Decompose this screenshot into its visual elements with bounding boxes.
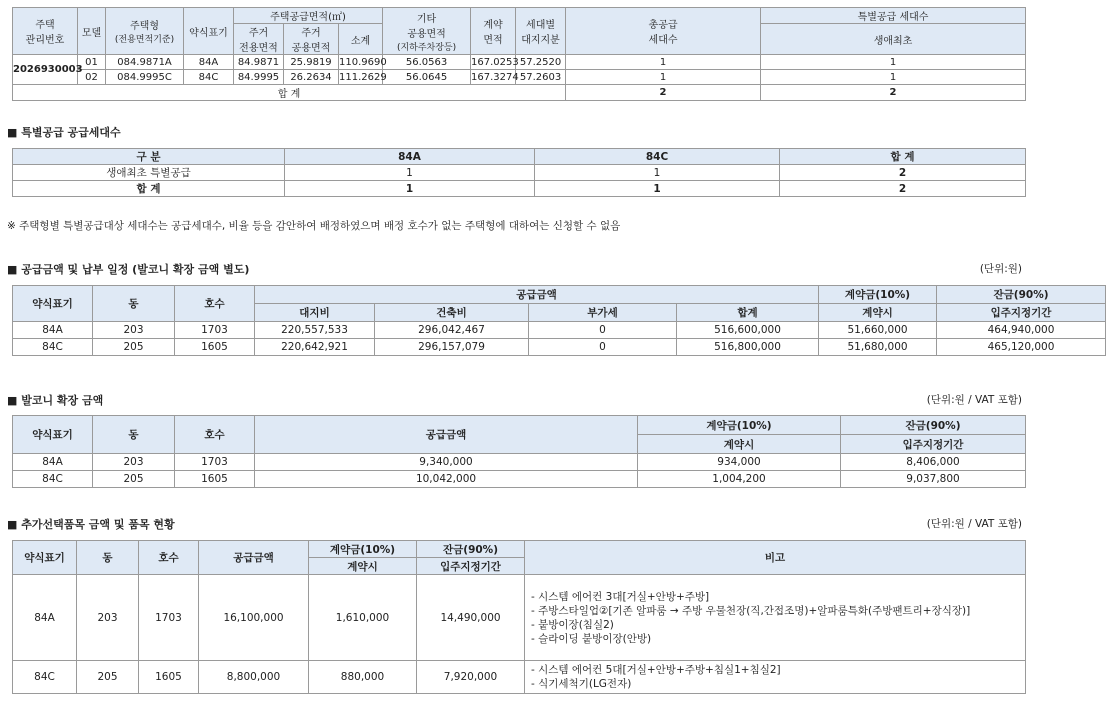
excl-cell: 84.9995 [234,70,284,85]
header-balance-when: 입주지정기간 [417,558,525,575]
table-row [13,70,1026,85]
abbr-cell: 84A [13,575,77,661]
amount-cell: 10,042,000 [255,471,638,488]
header-84a: 84A [285,149,535,165]
first-cell: 1 [761,70,1026,85]
section-title-options: ■ 추가선택품목 금액 및 품목 현황 [7,518,175,531]
model-cell: 02 [78,70,106,85]
deposit-cell: 1,610,000 [309,575,417,661]
deposit-cell: 934,000 [638,454,841,471]
vat-cell: 0 [529,322,677,339]
balance-cell: 9,037,800 [841,471,1026,488]
dong-cell: 203 [93,322,175,339]
sum-total: 2 [566,85,761,101]
total-cell: 516,800,000 [677,339,819,356]
header-first-time: 생애최초 [761,24,1026,55]
ho-cell: 1605 [175,339,255,356]
unit-label: (단위:원 / VAT 포함) [926,518,1022,530]
header-division: 구 분 [13,149,285,165]
abbr-cell: 84A [184,55,234,70]
abbr-cell: 84A [13,322,93,339]
header-balance: 잔금(90%) [841,416,1026,435]
remark-item: - 붙방이장(침실2) [531,618,614,631]
header-ho: 호수 [139,541,199,575]
deposit-cell: 880,000 [309,661,417,694]
land-cell: 57.2520 [516,55,566,70]
header-sum: 합 계 [780,149,1026,165]
header-contract-area: 계약 면적 [471,8,516,55]
balance-cell: 465,120,000 [937,339,1106,356]
remark-item: - 주방스타일업②[기존 알파룸 → 주방 우물천장(직,간접조명)+알파룸특화(주방팬트리+장식장)] [531,604,971,617]
table-row [13,471,1026,488]
remark-item: - 슬라이딩 붙방이장(안방) [531,632,652,645]
table-row [13,322,1106,339]
subtotal-cell: 110.9690 [339,56,387,68]
header-abbr: 약식표기 [13,286,93,322]
sum-first: 2 [761,85,1026,101]
amount-cell: 16,100,000 [199,575,309,661]
header-ho: 호수 [175,286,255,322]
header-land-share: 세대별 대지지분 [516,8,566,55]
header-84c: 84C [535,149,780,165]
value-sum: 2 [780,181,1026,197]
header-balance: 잔금(90%) [937,286,1106,304]
section-title-balcony: ■ 발코니 확장 금액 [7,394,104,407]
table-row [13,55,1026,70]
dong-cell: 205 [77,661,139,694]
contract-cell: 167.3274 [471,71,519,83]
remark-item: - 식기세척기(LG전자) [531,678,632,690]
header-dong: 동 [93,416,175,454]
amount-cell: 9,340,000 [255,454,638,471]
excl-cell: 84.9871 [234,55,284,70]
build-cost-cell: 296,042,467 [375,322,529,339]
special-supply-table [12,148,1026,197]
first-cell: 1 [761,55,1026,70]
header-total: 합계 [677,304,819,322]
land-cell: 57.2603 [516,70,566,85]
unit-label: (단위:원 / VAT 포함) [926,394,1022,406]
build-cost-cell: 296,157,079 [375,339,529,356]
table-row [13,181,1026,197]
table-row [13,661,1026,694]
header-supply-amount: 공급금액 [255,286,819,304]
dong-cell: 203 [93,454,175,471]
section-title-supply-price: ■ 공급금액 및 납부 일정 (발코니 확장 금액 별도) [7,263,250,276]
supply-area-table [12,7,1026,101]
amount-cell: 8,800,000 [199,661,309,694]
abbr-cell: 84C [13,339,93,356]
balance-cell: 7,920,000 [417,661,525,694]
deposit-cell: 51,680,000 [819,339,937,356]
table-row [13,575,1026,661]
land-cost-cell: 220,642,921 [255,339,375,356]
balance-cell: 464,940,000 [937,322,1106,339]
contract-cell: 167.0253 [471,56,519,68]
header-common-area: 주거 공용면적 [284,24,339,55]
header-vat: 부가세 [529,304,677,322]
header-abbr: 약식표기 [184,8,234,55]
remarks-cell [525,575,1026,661]
header-deposit: 계약금(10%) [309,541,417,558]
balance-cell: 8,406,000 [841,454,1026,471]
header-deposit-when: 계약시 [819,304,937,322]
ho-cell: 1703 [175,322,255,339]
dong-cell: 205 [93,471,175,488]
table-row [13,165,1026,181]
vat-cell: 0 [529,339,677,356]
model-cell: 01 [78,55,106,70]
value-84a: 1 [285,165,535,181]
type-cell: 084.9995C [106,70,184,85]
total-cell: 516,600,000 [677,322,819,339]
header-exclusive-area: 주거 전용면적 [234,24,284,55]
deposit-cell: 51,660,000 [819,322,937,339]
value-84c: 1 [535,165,780,181]
abbr-cell: 84A [13,454,93,471]
remarks-cell [525,661,1026,694]
remark-item: - 시스템 에어컨 3대[거실+안방+주방] [531,590,710,603]
ho-cell: 1703 [139,575,199,661]
balcony-table [12,415,1026,488]
header-other-common: 기타 공용면적 (지하주차장등) [383,8,471,55]
abbr-cell: 84C [184,70,234,85]
header-special-units: 특별공급 세대수 [761,8,1026,24]
header-total-units: 총공급 세대수 [566,8,761,55]
supply-price-table [12,285,1106,356]
header-abbr: 약식표기 [13,541,77,575]
ho-cell: 1605 [139,661,199,694]
other-cell: 56.0645 [383,70,471,85]
dong-cell: 205 [93,339,175,356]
subtotal-cell: 111.2629 [339,71,387,83]
abbr-cell: 84C [13,661,77,694]
header-deposit: 계약금(10%) [638,416,841,435]
common-cell: 25.9819 [284,55,339,70]
remark-item: - 시스템 에어컨 5대[거실+안방+주방+침실1+침실2] [531,664,781,676]
row-label: 합 계 [13,181,285,197]
header-house-type: 주택형 (전용면적기준) [106,8,184,55]
header-supply-amount: 공급금액 [199,541,309,575]
header-abbr: 약식표기 [13,416,93,454]
sum-row [13,85,1026,101]
header-dong: 동 [77,541,139,575]
total-cell: 1 [566,70,761,85]
deposit-cell: 1,004,200 [638,471,841,488]
header-deposit-when: 계약시 [309,558,417,575]
balance-cell: 14,490,000 [417,575,525,661]
table-row [13,454,1026,471]
header-supply-amount: 공급금액 [255,416,638,454]
abbr-cell: 84C [13,471,93,488]
header-balance-when: 입주지정기간 [841,435,1026,454]
value-84a: 1 [285,181,535,197]
dong-cell: 203 [77,575,139,661]
land-cost-cell: 220,557,533 [255,322,375,339]
value-sum: 2 [780,165,1026,181]
header-supply-area: 주택공급면적(㎡) [234,8,383,24]
row-label: 생애최초 특별공급 [13,165,285,181]
header-balance: 잔금(90%) [417,541,525,558]
header-balance-when: 입주지정기간 [937,304,1106,322]
header-house-id: 주택 관리번호 [13,8,78,55]
ho-cell: 1605 [175,471,255,488]
header-deposit-when: 계약시 [638,435,841,454]
type-cell: 084.9871A [106,55,184,70]
header-dong: 동 [93,286,175,322]
header-land-cost: 대지비 [255,304,375,322]
value-84c: 1 [535,181,780,197]
total-cell: 1 [566,55,761,70]
ho-cell: 1703 [175,454,255,471]
unit-label: (단위:원) [979,263,1022,275]
header-remarks: 비고 [525,541,1026,575]
options-table [12,540,1026,694]
common-cell: 26.2634 [284,70,339,85]
header-build-cost: 건축비 [375,304,529,322]
table-row [13,339,1106,356]
header-ho: 호수 [175,416,255,454]
other-cell: 56.0563 [383,55,471,70]
section-title-special-supply: ■ 특별공급 공급세대수 [7,126,121,139]
header-subtotal: 소계 [339,24,383,55]
house-id: 2026930003 [13,55,78,85]
sum-label: 합 계 [13,85,566,101]
header-deposit: 계약금(10%) [819,286,937,304]
special-supply-note: ※ 주택형별 특별공급대상 세대수는 공급세대수, 비율 등을 감안하여 배정하였으며 배정 호수가 없는 주택형에 대하여는 신청할 수 없음 [7,220,621,232]
header-model: 모델 [78,8,106,55]
